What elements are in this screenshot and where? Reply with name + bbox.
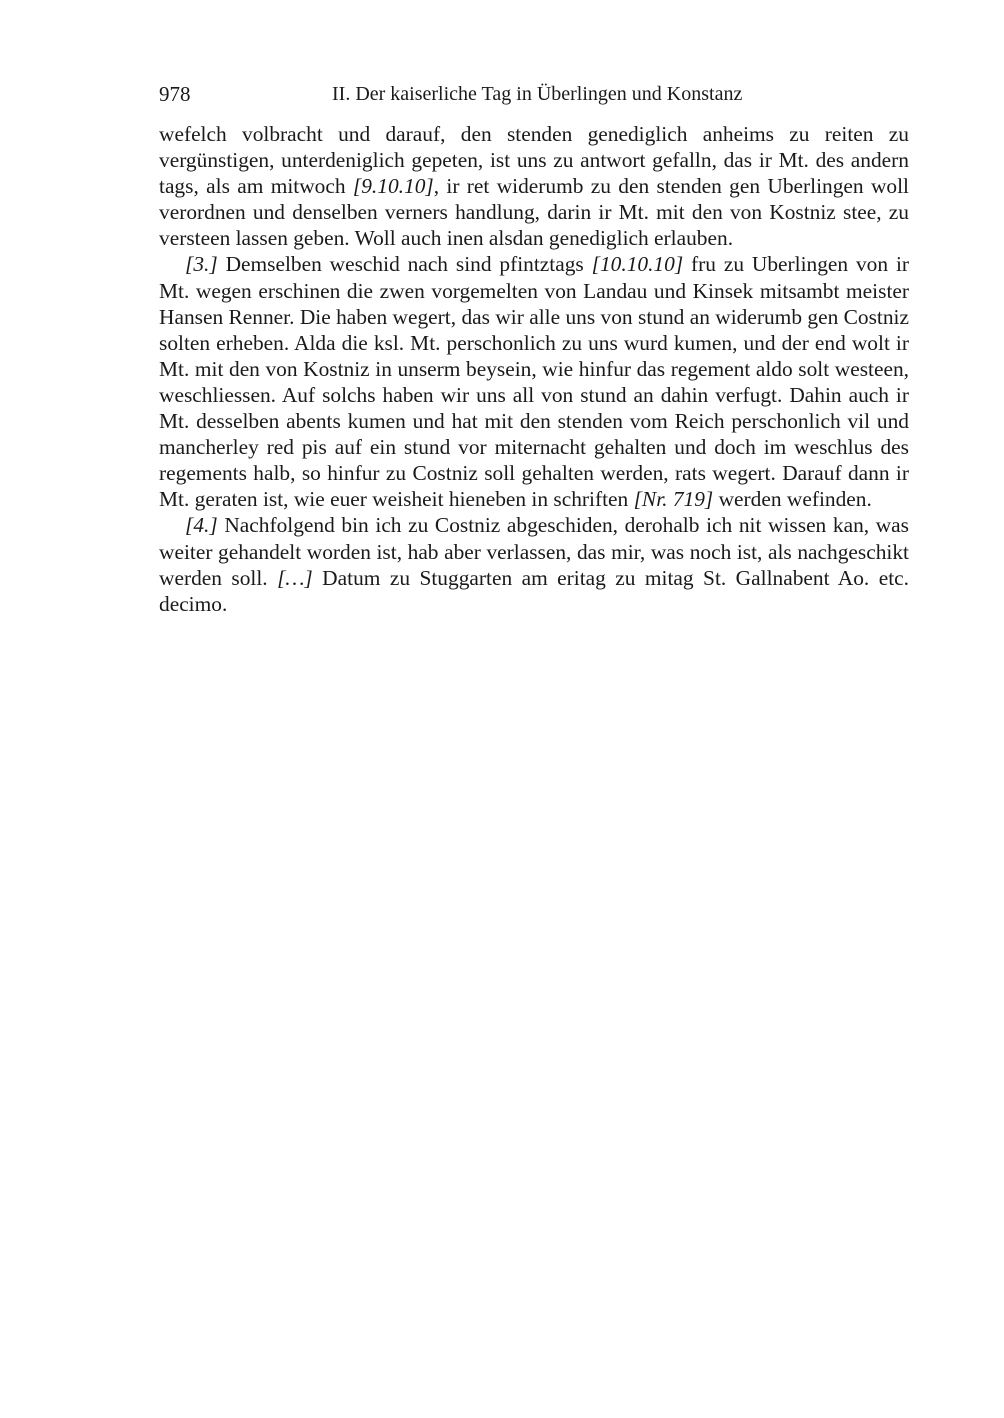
page-header: [159, 79, 909, 109]
text-segment: wefelch volbracht und darauf, den stenden genediglich anheims zu reiten zu vergünstigen, unterdeniglich gepeten, ist uns zu antwort gefalln, das ir Mt. des andern tags, als am mitwoch: [159, 122, 909, 199]
editorial-omission-note: […]: [277, 565, 313, 590]
text-segment: , ir ret widerumb zu den stenden gen Uberlingen woll verordnen und denselben verners handlung, darin ir Mt. mit den von Kostniz stee, zu versteen lassen geben. Woll auch inen alsdan genediglich erlauben.: [159, 174, 909, 251]
paragraph-2: [159, 251, 909, 512]
paragraph-1: [159, 121, 909, 251]
page-number: 978: [159, 82, 191, 106]
editorial-reference-note: [Nr. 719]: [633, 487, 714, 512]
editorial-date-note: [10.10.10]: [591, 252, 684, 277]
text-segment: fru zu Uberlingen von ir Mt. wegen erschinen die zwen vorgemelten von Landau und Kinsek mitsambt meister Hansen Renner. Die haben wegert, das wir alle uns von stund an widerumb gen Costniz solten erheben. Alda die ksl. Mt. perschonlich zu uns wurd kumen, und der end wolt ir Mt. mit den von Kostniz in unserm beysein, wie hinfur das regement aldo solt westeen, weschliessen. Auf solchs haben wir uns all von stund an dahin verfugt. Dahin auch ir Mt. desselben abents kumen und hat mit den stenden vom Reich perschonlich vil und mancherley red pis auf ein stund vor miternacht gehalten und doch im weschlus des regements halb, so hinfur zu Costniz soll gehalten werden, rats wegert. Darauf dann ir Mt. geraten ist, wie euer weisheit hieneben in schriften: [159, 252, 910, 512]
text-segment: werden wefinden.: [713, 487, 872, 512]
paragraph-3: [159, 512, 909, 616]
text-segment: Demselben weschid nach sind pfintztags: [217, 252, 592, 277]
editorial-date-note: [9.10.10]: [352, 174, 434, 199]
text-segment: Datum zu Stuggarten am eritag zu mitag St. Gallnabent Ao. etc. decimo.: [159, 565, 909, 616]
text-segment: Nachfolgend bin ich zu Costniz abgeschiden, derohalb ich nit wissen kan, was weiter gehandelt worden ist, hab aber verlassen, das mir, was noch ist, als nachgeschikt werden soll.: [159, 513, 909, 590]
body-text: [159, 121, 909, 617]
section-number: [4.]: [185, 513, 218, 538]
section-number: [3.]: [185, 252, 218, 277]
running-title: II. Der kaiserliche Tag in Überlingen und Konstanz: [332, 83, 743, 105]
